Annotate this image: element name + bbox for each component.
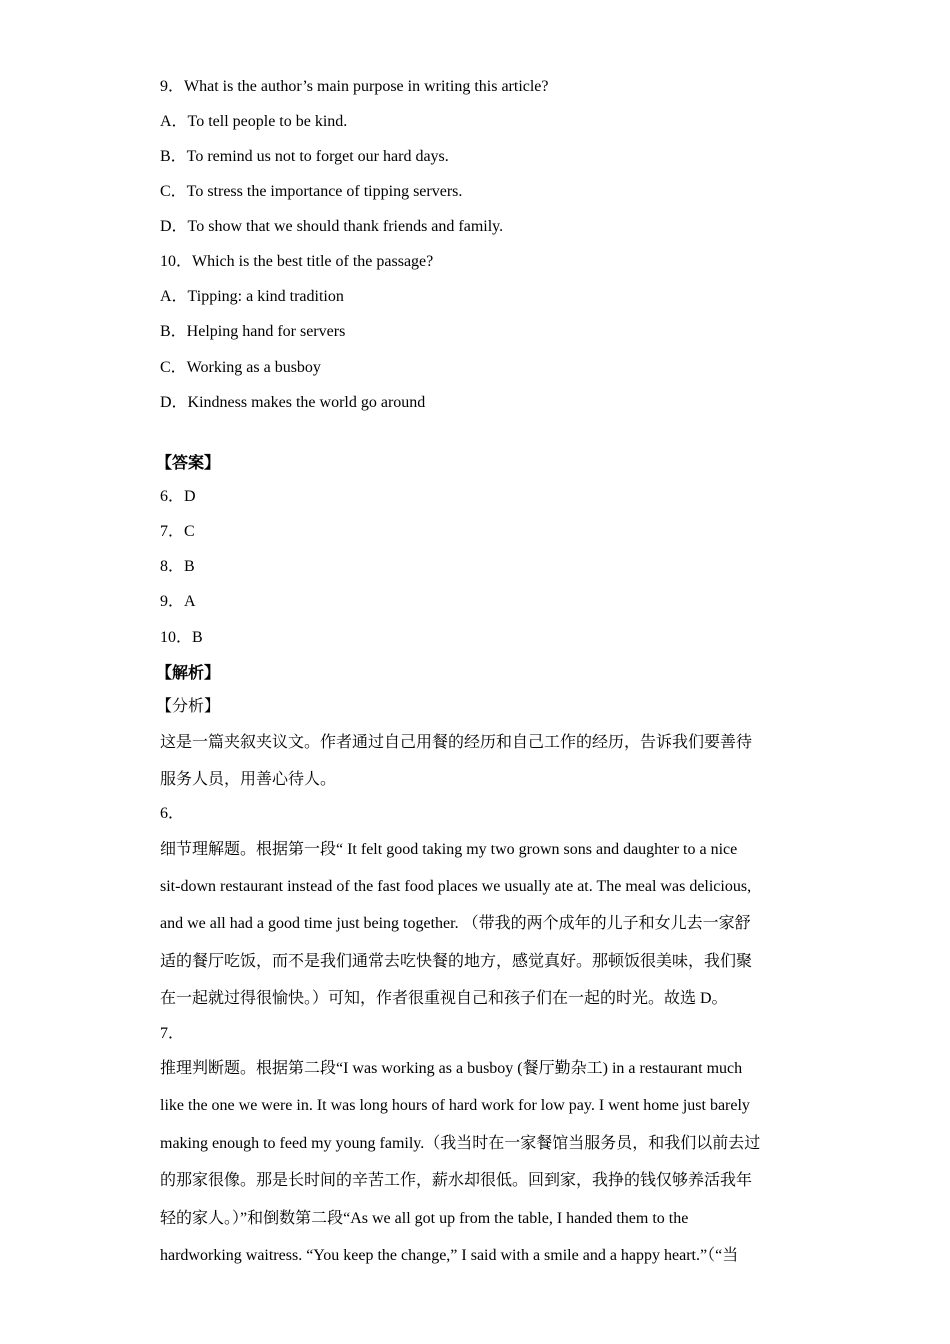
q6-explanation-line-5: 在一起就过得很愉快。）可知，作者很重视自己和孩子们在一起的时光。故选 D。 xyxy=(160,990,728,1007)
q7-explanation-line-4: 的那家很像。那是长时间的辛苦工作，薪水却很低。回到家，我挣的钱仅够养活我年 xyxy=(160,1172,753,1189)
q7-explanation-line-5: 轻的家人。）”和倒数第二段“As we all got up from the table, I handed them to the xyxy=(160,1210,689,1227)
question-10-option-d: D．Kindness makes the world go around xyxy=(160,394,426,411)
question-9-stem: 9．What is the author’s main purpose in writing this article? xyxy=(160,78,549,95)
question-9-option-c: C．To stress the importance of tipping servers. xyxy=(160,183,463,200)
question-10-option-c: C．Working as a busboy xyxy=(160,359,321,376)
answer-6: 6．D xyxy=(160,488,196,505)
analysis-sub-heading: 【分析】 xyxy=(156,698,221,715)
q7-explanation-line-3: making enough to feed my young family.（我当时在一家餐馆当服务员，和我们以前去过 xyxy=(160,1135,761,1152)
analysis-heading: 【解析】 xyxy=(156,665,221,682)
q6-explanation-line-2: sit-down restaurant instead of the fast food places we usually ate at. The meal was delicious, xyxy=(160,878,752,895)
question-9-option-b: B．To remind us not to forget our hard days. xyxy=(160,148,449,165)
answer-10: 10．B xyxy=(160,629,203,646)
q7-label: 7． xyxy=(160,1025,185,1042)
answer-8: 8．B xyxy=(160,558,195,575)
question-10-option-b: B．Helping hand for servers xyxy=(160,323,346,340)
analysis-summary-line-2: 服务人员，用善心待人。 xyxy=(160,771,337,788)
analysis-summary-line-1: 这是一篇夹叙夹议文。作者通过自己用餐的经历和自己工作的经历，告诉我们要善待 xyxy=(160,734,753,751)
q6-explanation-line-1: 细节理解题。根据第一段“ It felt good taking my two grown sons and daughter to a nice xyxy=(160,841,738,858)
q7-explanation-line-2: like the one we were in. It was long hours of hard work for low pay. I went home just barely xyxy=(160,1097,750,1114)
q6-label: 6． xyxy=(160,805,185,822)
answer-7: 7．C xyxy=(160,523,195,540)
q6-explanation-line-3: and we all had a good time just being together. （带我的两个成年的儿子和女儿去一家舒 xyxy=(160,915,751,932)
question-10-stem: 10．Which is the best title of the passage? xyxy=(160,253,434,270)
q7-explanation-line-6: hardworking waitress. “You keep the change,” I said with a smile and a happy heart.”（“当 xyxy=(160,1247,739,1264)
question-9-option-a: A．To tell people to be kind. xyxy=(160,113,348,130)
q7-explanation-line-1: 推理判断题。根据第二段“I was working as a busboy (餐厅勤杂工) in a restaurant much xyxy=(160,1060,743,1077)
answer-9: 9．A xyxy=(160,593,196,610)
q6-explanation-line-4: 适的餐厅吃饭，而不是我们通常去吃快餐的地方，感觉真好。那顿饭很美味，我们聚 xyxy=(160,953,753,970)
question-9-option-d: D．To show that we should thank friends and family. xyxy=(160,218,504,235)
question-10-option-a: A．Tipping: a kind tradition xyxy=(160,288,344,305)
answer-heading: 【答案】 xyxy=(156,455,221,472)
